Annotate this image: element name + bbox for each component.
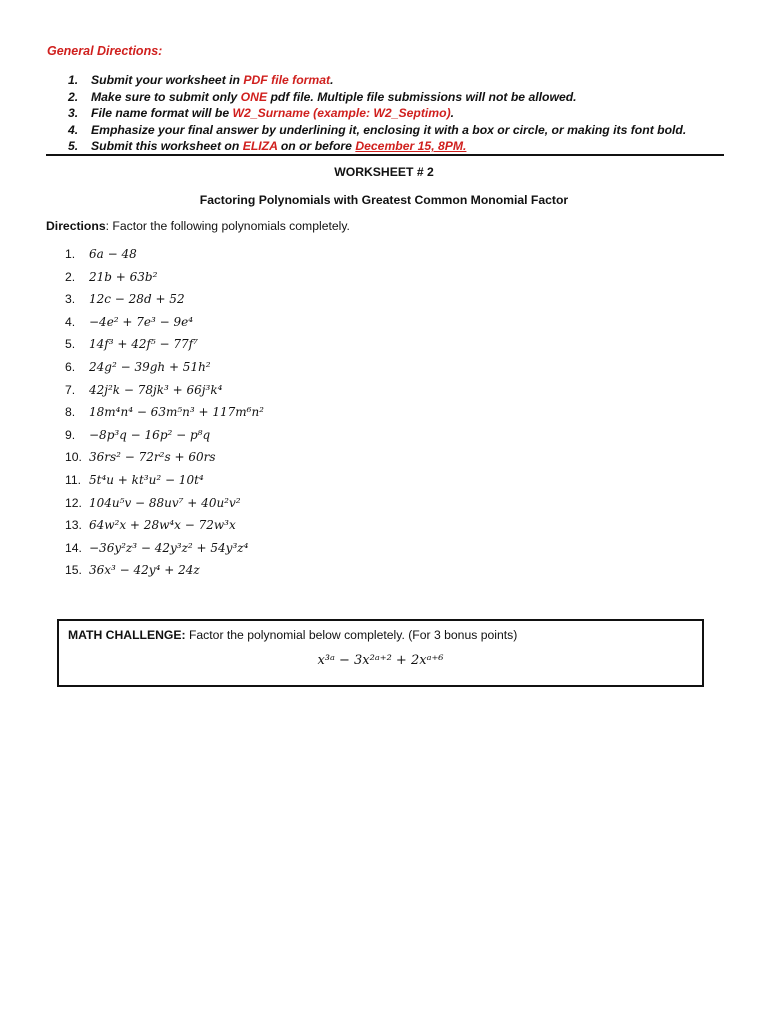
problem-item: 1. 6a − 48 — [65, 247, 137, 261]
problem-expression: 36rs² − 72r²s + 60rs — [89, 450, 216, 465]
general-directions-title: General Directions: — [47, 44, 163, 58]
problem-item: 3. 12c − 28d + 52 — [65, 292, 185, 307]
direction-item: 1. Submit your worksheet in PDF file format. — [68, 73, 334, 87]
problem-item: 7. 42j²k − 78jk³ + 66j³k⁴ — [65, 382, 223, 397]
problem-expression: 5t⁴u + kt³u² − 10t⁴ — [89, 472, 204, 487]
math-challenge-text: Factor the polynomial below completely. (For 3 bonus points) — [185, 628, 518, 642]
directions — [46, 219, 350, 233]
problem-item: 2. 21b + 63b² — [65, 269, 158, 284]
problem-item: 14. −36y²z³ − 42y³z² + 54y³z⁴ — [65, 540, 249, 555]
problem-expression: −36y²z³ − 42y³z² + 54y³z⁴ — [89, 540, 249, 555]
directions-text: : Factor the following polynomials completely. — [105, 219, 350, 233]
problem-expression: −4e² + 7e³ − 9e⁴ — [89, 314, 194, 329]
problem-list — [65, 243, 565, 582]
direction-item: 3. File name format will be W2_Surname (example: W2_Septimo). — [68, 106, 455, 121]
problem-expression: 36x³ − 42y⁴ + 24z — [89, 563, 200, 578]
problem-expression: 21b + 63b² — [89, 269, 158, 284]
problem-item: 8. 18m⁴n⁴ − 63m⁵n³ + 117m⁶n² — [65, 405, 264, 420]
problem-expression: 24g² − 39gh + 51h² — [89, 359, 211, 374]
worksheet-title: WORKSHEET # 2 — [334, 165, 434, 179]
problem-item: 6. 24g² − 39gh + 51h² — [65, 359, 211, 374]
directions-label: Directions — [46, 219, 106, 233]
problem-item: 15. 36x³ − 42y⁴ + 24z — [65, 563, 200, 578]
problem-expression: 14f³ + 42f⁵ − 77f⁷ — [89, 337, 198, 352]
problem-item: 12. 104u⁵v − 88uv⁷ + 40u²v² — [65, 495, 241, 510]
problem-expression: 12c − 28d + 52 — [89, 292, 185, 307]
problem-item: 13. 64w²x + 28w⁴x − 72w³x — [65, 518, 236, 533]
general-directions-list — [68, 72, 728, 155]
problem-expression: 6a − 48 — [89, 247, 137, 261]
problem-expression: −8p³q − 16p² − p⁸q — [89, 427, 211, 442]
problem-item: 11. 5t⁴u + kt³u² − 10t⁴ — [65, 472, 204, 487]
problem-item: 9. −8p³q − 16p² − p⁸q — [65, 427, 211, 442]
problem-item: 4. −4e² + 7e³ − 9e⁴ — [65, 314, 194, 329]
math-challenge-prompt — [68, 628, 517, 642]
direction-item: 4. Emphasize your final answer by underlining it, enclosing it with a box or circle, or making its font bold. — [68, 122, 687, 137]
problem-item: 5. 14f³ + 42f⁵ − 77f⁷ — [65, 337, 198, 352]
problem-expression: 64w²x + 28w⁴x − 72w³x — [89, 518, 236, 533]
math-challenge-box — [57, 619, 704, 687]
worksheet-subtitle: Factoring Polynomials with Greatest Common Monomial Factor — [199, 193, 569, 207]
math-challenge-label: MATH CHALLENGE: — [68, 628, 186, 642]
math-challenge-expression: x³ᵃ − 3x²ᵃ⁺² + 2xᵃ⁺⁶ — [317, 653, 444, 668]
problem-expression: 42j²k − 78jk³ + 66j³k⁴ — [89, 382, 223, 397]
divider — [46, 154, 724, 156]
direction-item: 2. Make sure to submit only ONE pdf file. Multiple file submissions will not be allowed. — [68, 89, 577, 104]
problem-item: 10. 36rs² − 72r²s + 60rs — [65, 450, 216, 465]
problem-expression: 104u⁵v − 88uv⁷ + 40u²v² — [89, 495, 241, 510]
problem-expression: 18m⁴n⁴ − 63m⁵n³ + 117m⁶n² — [89, 405, 264, 420]
direction-item: 5. Submit this worksheet on ELIZA on or before December 15, 8PM. — [68, 139, 467, 154]
